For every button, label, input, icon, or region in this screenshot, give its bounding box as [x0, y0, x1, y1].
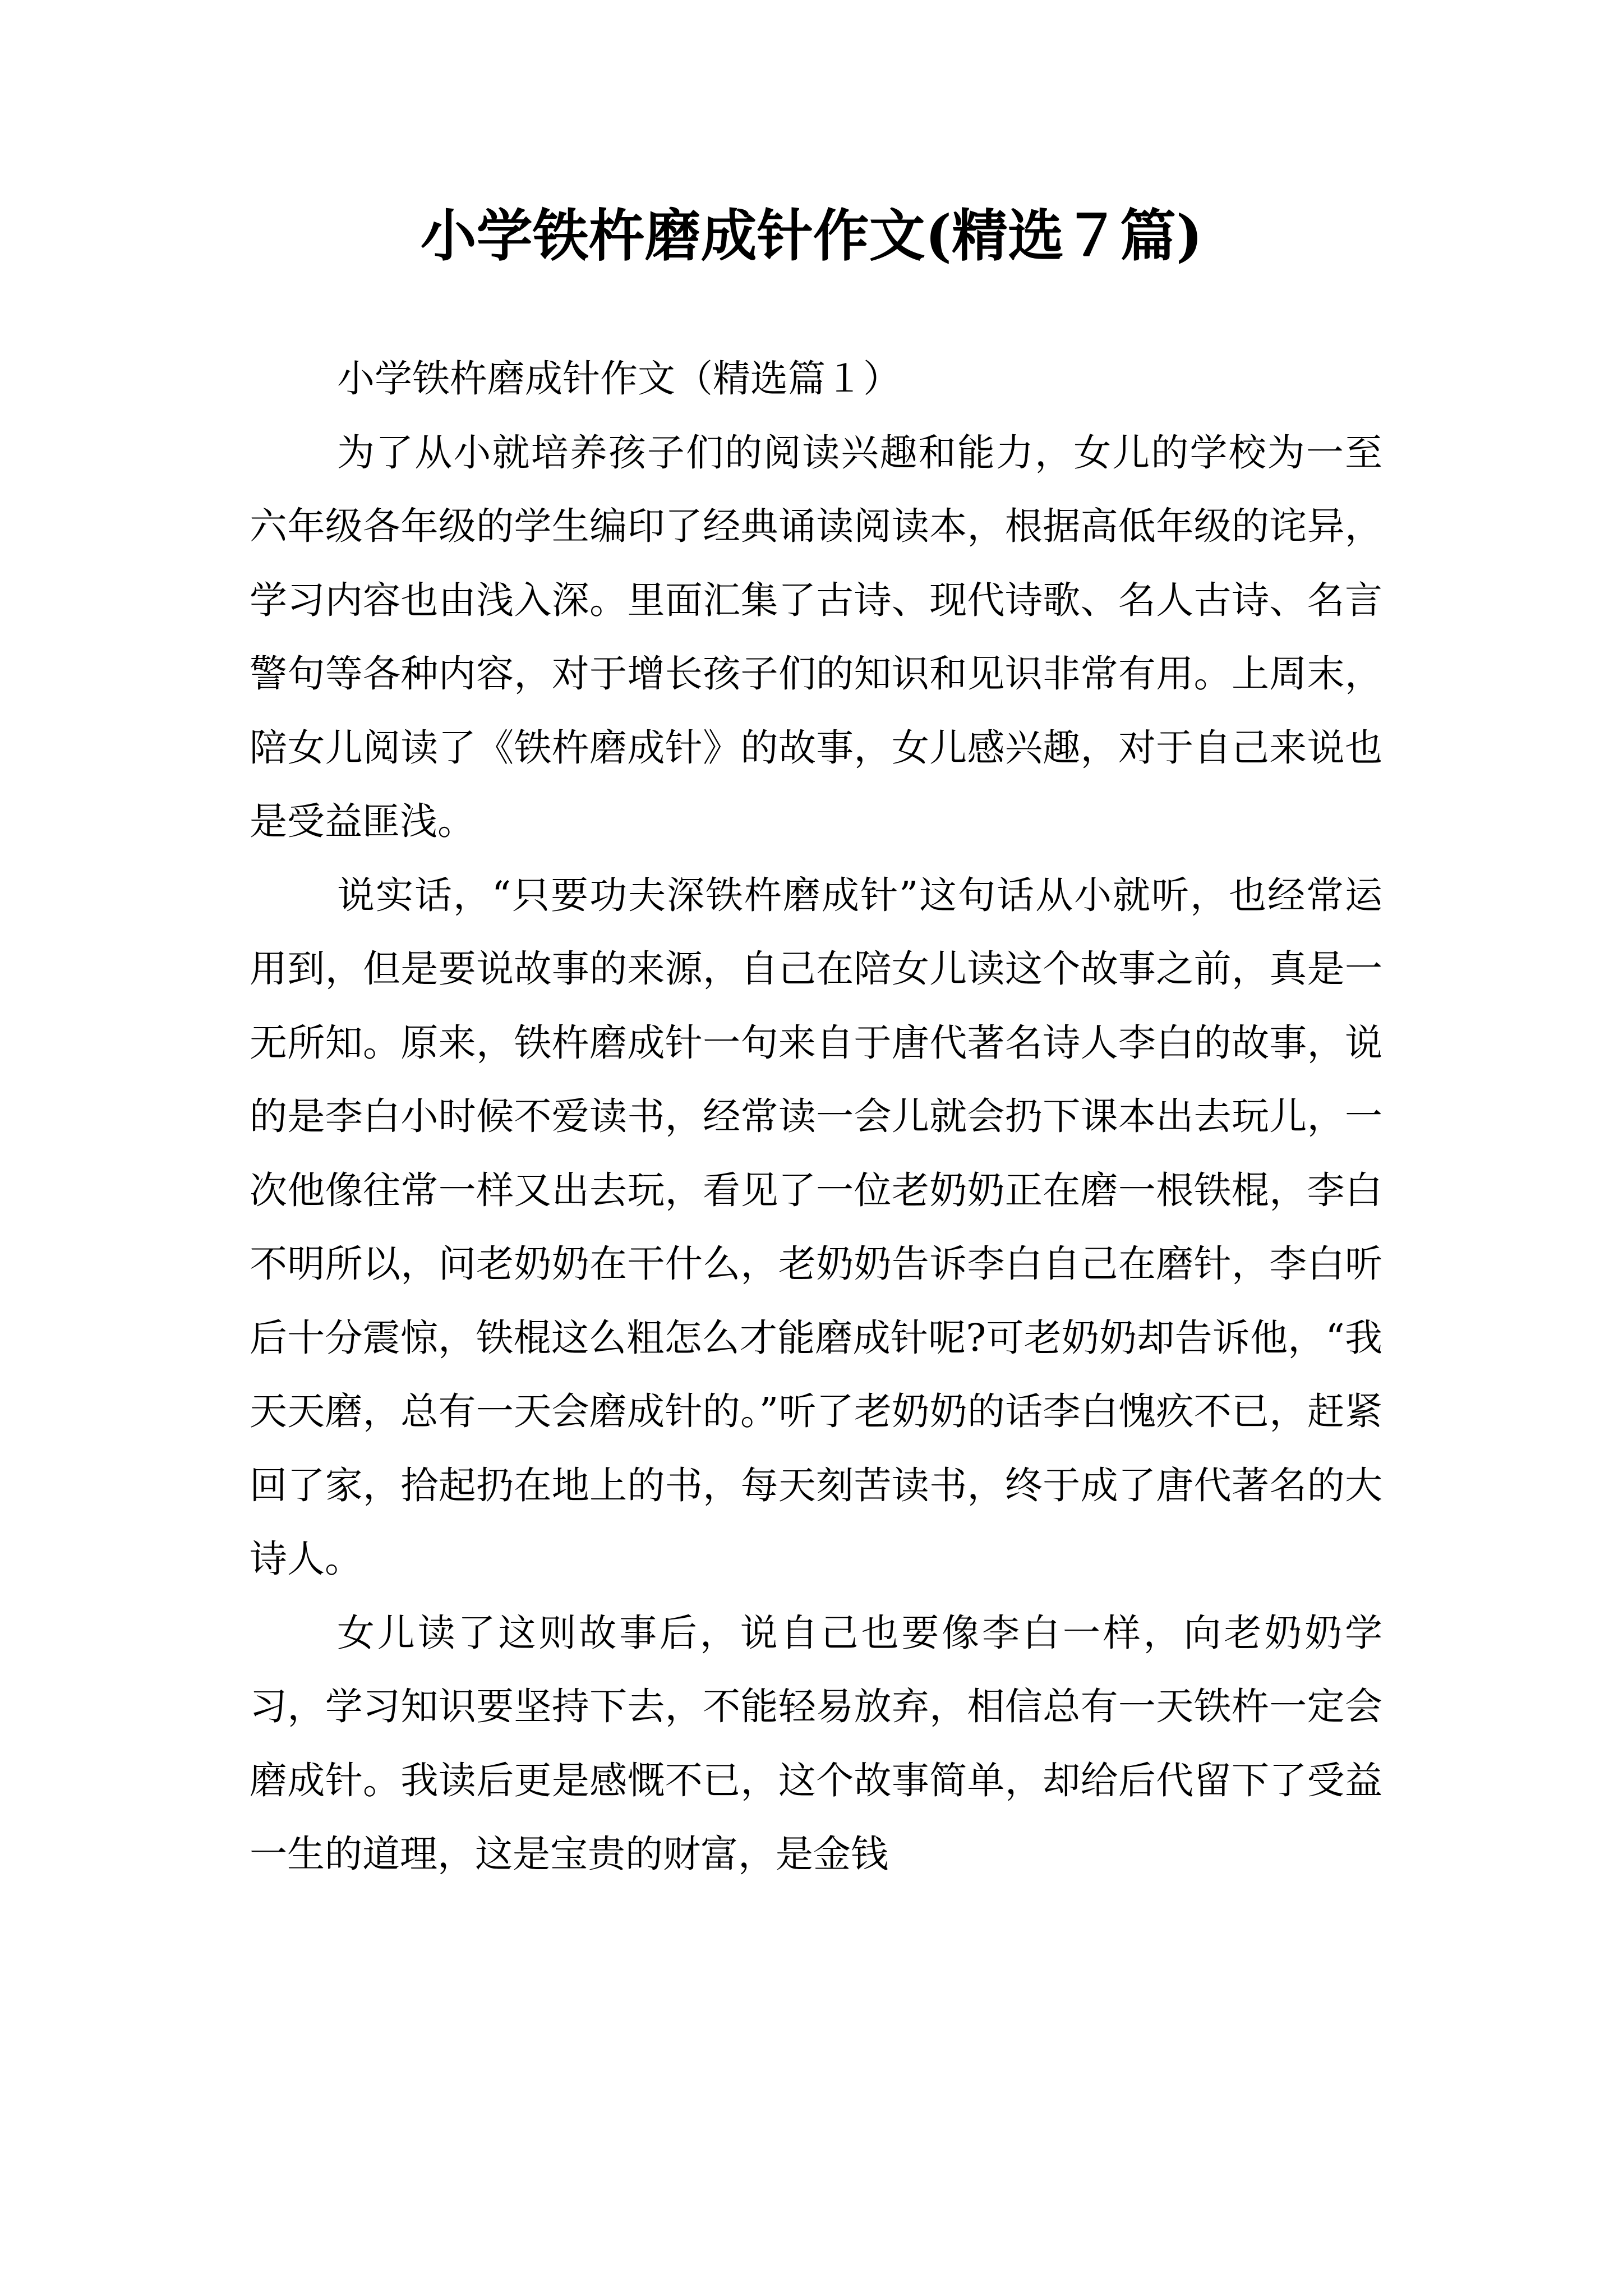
paragraph: 说实话，“只要功夫深铁杵磨成针”这句话从小就听，也经常运用到，但是要说故事的来源，自己在陪女儿读这个故事之前，真是一无所知。原来，铁杵磨成针一句来自于唐代著名诗人李白的故事，说的是李白小时候不爱读书，经常读一会儿就会扔下课本出去玩儿，一次他像往常一样又出去玩，看见了一位老奶奶正在磨一根铁棍，李白不明所以，问老奶奶在干什么，老奶奶告诉李白自己在磨针，李白听后十分震惊，铁棍这么粗怎么才能磨成针呢?可老奶奶却告诉他，“我天天磨，总有一天会磨成针的。”听了老奶奶的话李白愧疚不已，赶紧回了家，拾起扔在地上的书，每天刻苦读书，终于成了唐代著名的大诗人。	[250, 873, 1382, 1581]
section-heading: 小学铁杵磨成针作文（精选篇１）	[337, 357, 901, 401]
paragraph: 为了从小就培养孩子们的阅读兴趣和能力，女儿的学校为一至六年级各年级的学生编印了经典诵读阅读本，根据高低年级的诧异，学习内容也由浅入深。里面汇集了古诗、现代诗歌、名人古诗、名言警句等各种内容，对于增长孩子们的知识和见识非常有用。上周末，陪女儿阅读了《铁杵磨成针》的故事，女儿感兴趣，对于自己来说也是受益匪浅。	[250, 430, 1382, 843]
paragraph: 女儿读了这则故事后，说自己也要像李白一样，向老奶奶学习，学习知识要坚持下去，不能轻易放弃，相信总有一天铁杵一定会磨成针。我读后更是感慨不已，这个故事简单，却给后代留下了受益一生的道理，这是宝贵的财富，是金钱	[250, 1611, 1382, 1876]
document-title: 小学铁杵磨成针作文(精选７篇)	[420, 203, 1203, 269]
document-body	[250, 342, 1382, 1892]
